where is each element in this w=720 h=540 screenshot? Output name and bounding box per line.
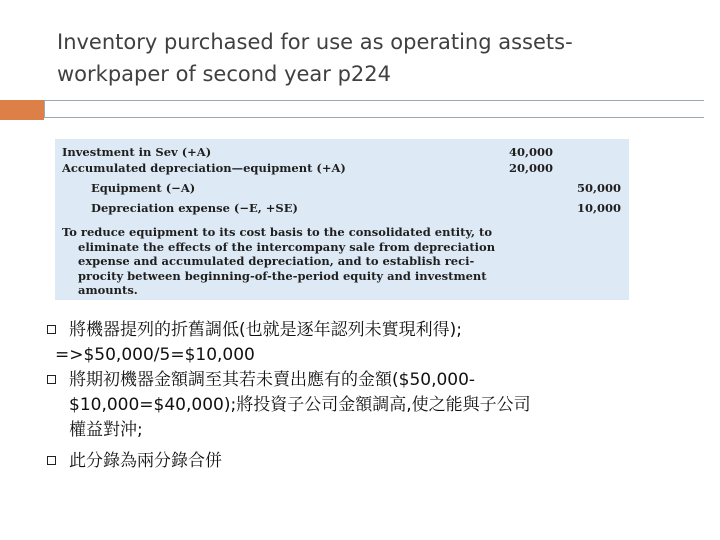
bullet-text: 權益對沖; (69, 420, 143, 440)
journal-explanation (62, 225, 502, 298)
journal-explanation-line: procity between beginning-of-the-period equity and investment (78, 268, 487, 283)
slide-title (57, 26, 677, 90)
journal-explanation-line: amounts. (78, 283, 138, 298)
journal-explanation-line: To reduce equipment to its cost basis to the consolidated entity, to (62, 225, 493, 239)
square-bullet-icon (47, 456, 56, 465)
journal-credit: 50,000 (576, 181, 621, 195)
journal-account: Investment in Sev (+A) (62, 145, 212, 159)
bullet-text: 此分錄為兩分錄合併 (69, 451, 222, 471)
journal-account: Accumulated depreciation—equipment (+A) (62, 161, 346, 175)
journal-debit: 40,000 (508, 145, 553, 159)
journal-explanation-line: expense and accumulated depreciation, and to establish reci- (78, 254, 475, 269)
bullet-text: =>$50,000/5=$10,000 (55, 345, 255, 365)
bullet-continuation (47, 343, 687, 368)
bullet-text: 將期初機器金額調至其若未賣出應有的金額($50,000- (69, 370, 476, 390)
slide-title-line-1: Inventory purchased for use as operating assets- (57, 30, 573, 54)
square-bullet-icon (47, 325, 56, 334)
bullet-item (47, 368, 687, 443)
journal-row (55, 144, 629, 160)
journal-account: Equipment (−A) (91, 181, 196, 195)
journal-row (55, 160, 629, 176)
journal-debit: 20,000 (508, 161, 553, 175)
journal-row (55, 200, 629, 216)
journal-explanation-line: eliminate the effects of the intercompany sale from depreciation (78, 239, 496, 254)
square-bullet-icon (47, 375, 56, 384)
bullet-item (47, 449, 687, 474)
bullet-item (47, 318, 687, 343)
bullet-text: $10,000=$40,000);將投資子公司金額調高,使之能與子公司 (69, 395, 531, 415)
journal-credit: 10,000 (576, 201, 621, 215)
title-divider-bar (44, 100, 704, 118)
journal-account: Depreciation expense (−E, +SE) (91, 201, 298, 215)
slide-title-line-2: workpaper of second year p224 (57, 62, 392, 86)
journal-row (55, 180, 629, 196)
bullet-list (47, 318, 687, 474)
journal-entry-panel (55, 139, 629, 300)
bullet-text: 將機器提列的折舊調低(也就是逐年認列未實現利得); (69, 320, 462, 340)
title-divider-accent (0, 100, 44, 120)
